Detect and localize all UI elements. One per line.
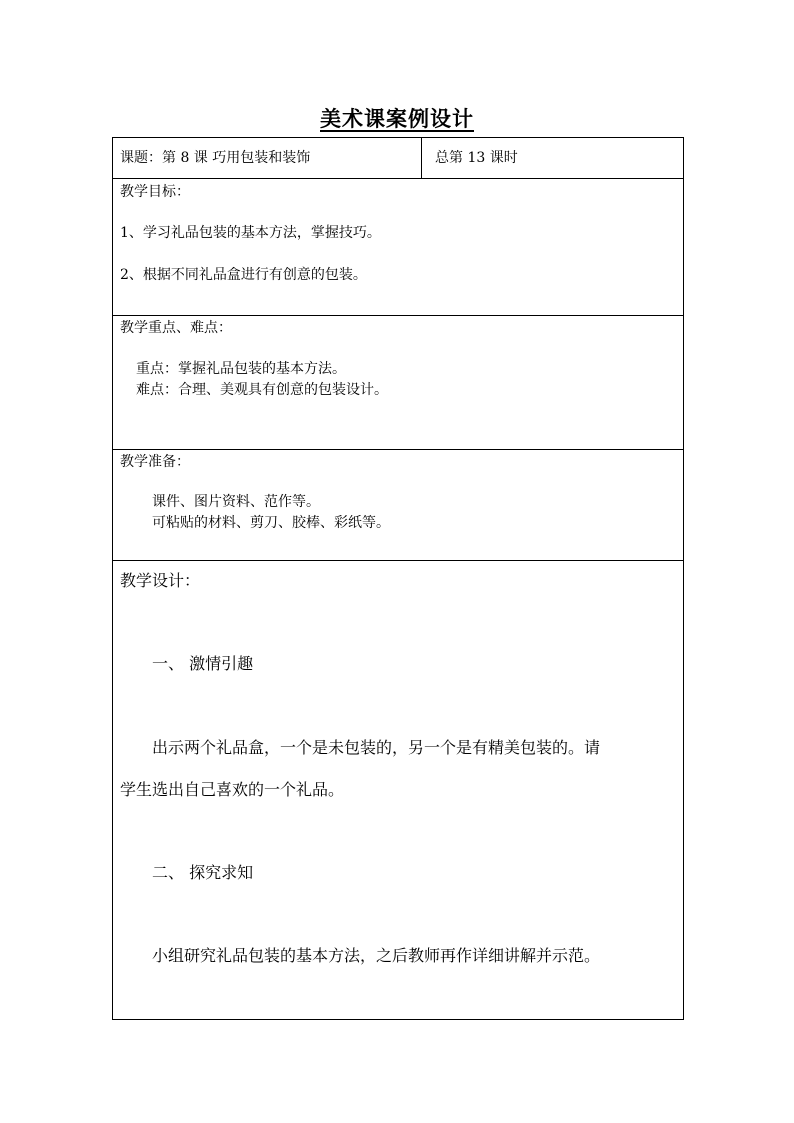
row-divider-preparation	[113, 560, 683, 561]
row-divider-key-points	[113, 449, 683, 450]
design-section-1-title: 一、 激情引趣	[152, 654, 254, 673]
preparation-item-1: 课件、图片资料、范作等。	[152, 494, 320, 510]
design-section-2-title: 二、 探究求知	[152, 863, 254, 882]
key-point-difficulty: 难点：合理、美观具有创意的包装设计。	[136, 382, 388, 398]
objective-item-2: 2、根据不同礼品盒进行有创意的包装。	[120, 267, 367, 283]
lesson-plan-table	[112, 137, 684, 1020]
header-column-divider	[421, 138, 422, 178]
objectives-heading: 教学目标：	[120, 184, 190, 200]
row-divider-header	[113, 178, 683, 179]
preparation-heading: 教学准备：	[120, 454, 190, 470]
lesson-total-count: 总第 13 课时	[435, 150, 518, 166]
design-section-1-text-line-2: 学生选出自己喜欢的一个礼品。	[120, 780, 345, 799]
design-heading: 教学设计：	[120, 571, 201, 590]
design-section-2-text: 小组研究礼品包装的基本方法，之后教师再作详细讲解并示范。	[152, 946, 601, 965]
lesson-topic: 课题：第 8 课 巧用包装和装饰	[120, 150, 311, 166]
key-points-heading: 教学重点、难点：	[120, 320, 232, 336]
design-section-1-text-line-1: 出示两个礼品盒，一个是未包装的，另一个是有精美包装的。请	[152, 738, 601, 757]
row-divider-objectives	[113, 315, 683, 316]
objective-item-1: 1、学习礼品包装的基本方法，掌握技巧。	[120, 225, 381, 241]
preparation-item-2: 可粘贴的材料、剪刀、胶棒、彩纸等。	[152, 515, 390, 531]
document-title: 美术课案例设计	[320, 106, 474, 131]
key-point-focus: 重点：掌握礼品包装的基本方法。	[136, 361, 346, 377]
